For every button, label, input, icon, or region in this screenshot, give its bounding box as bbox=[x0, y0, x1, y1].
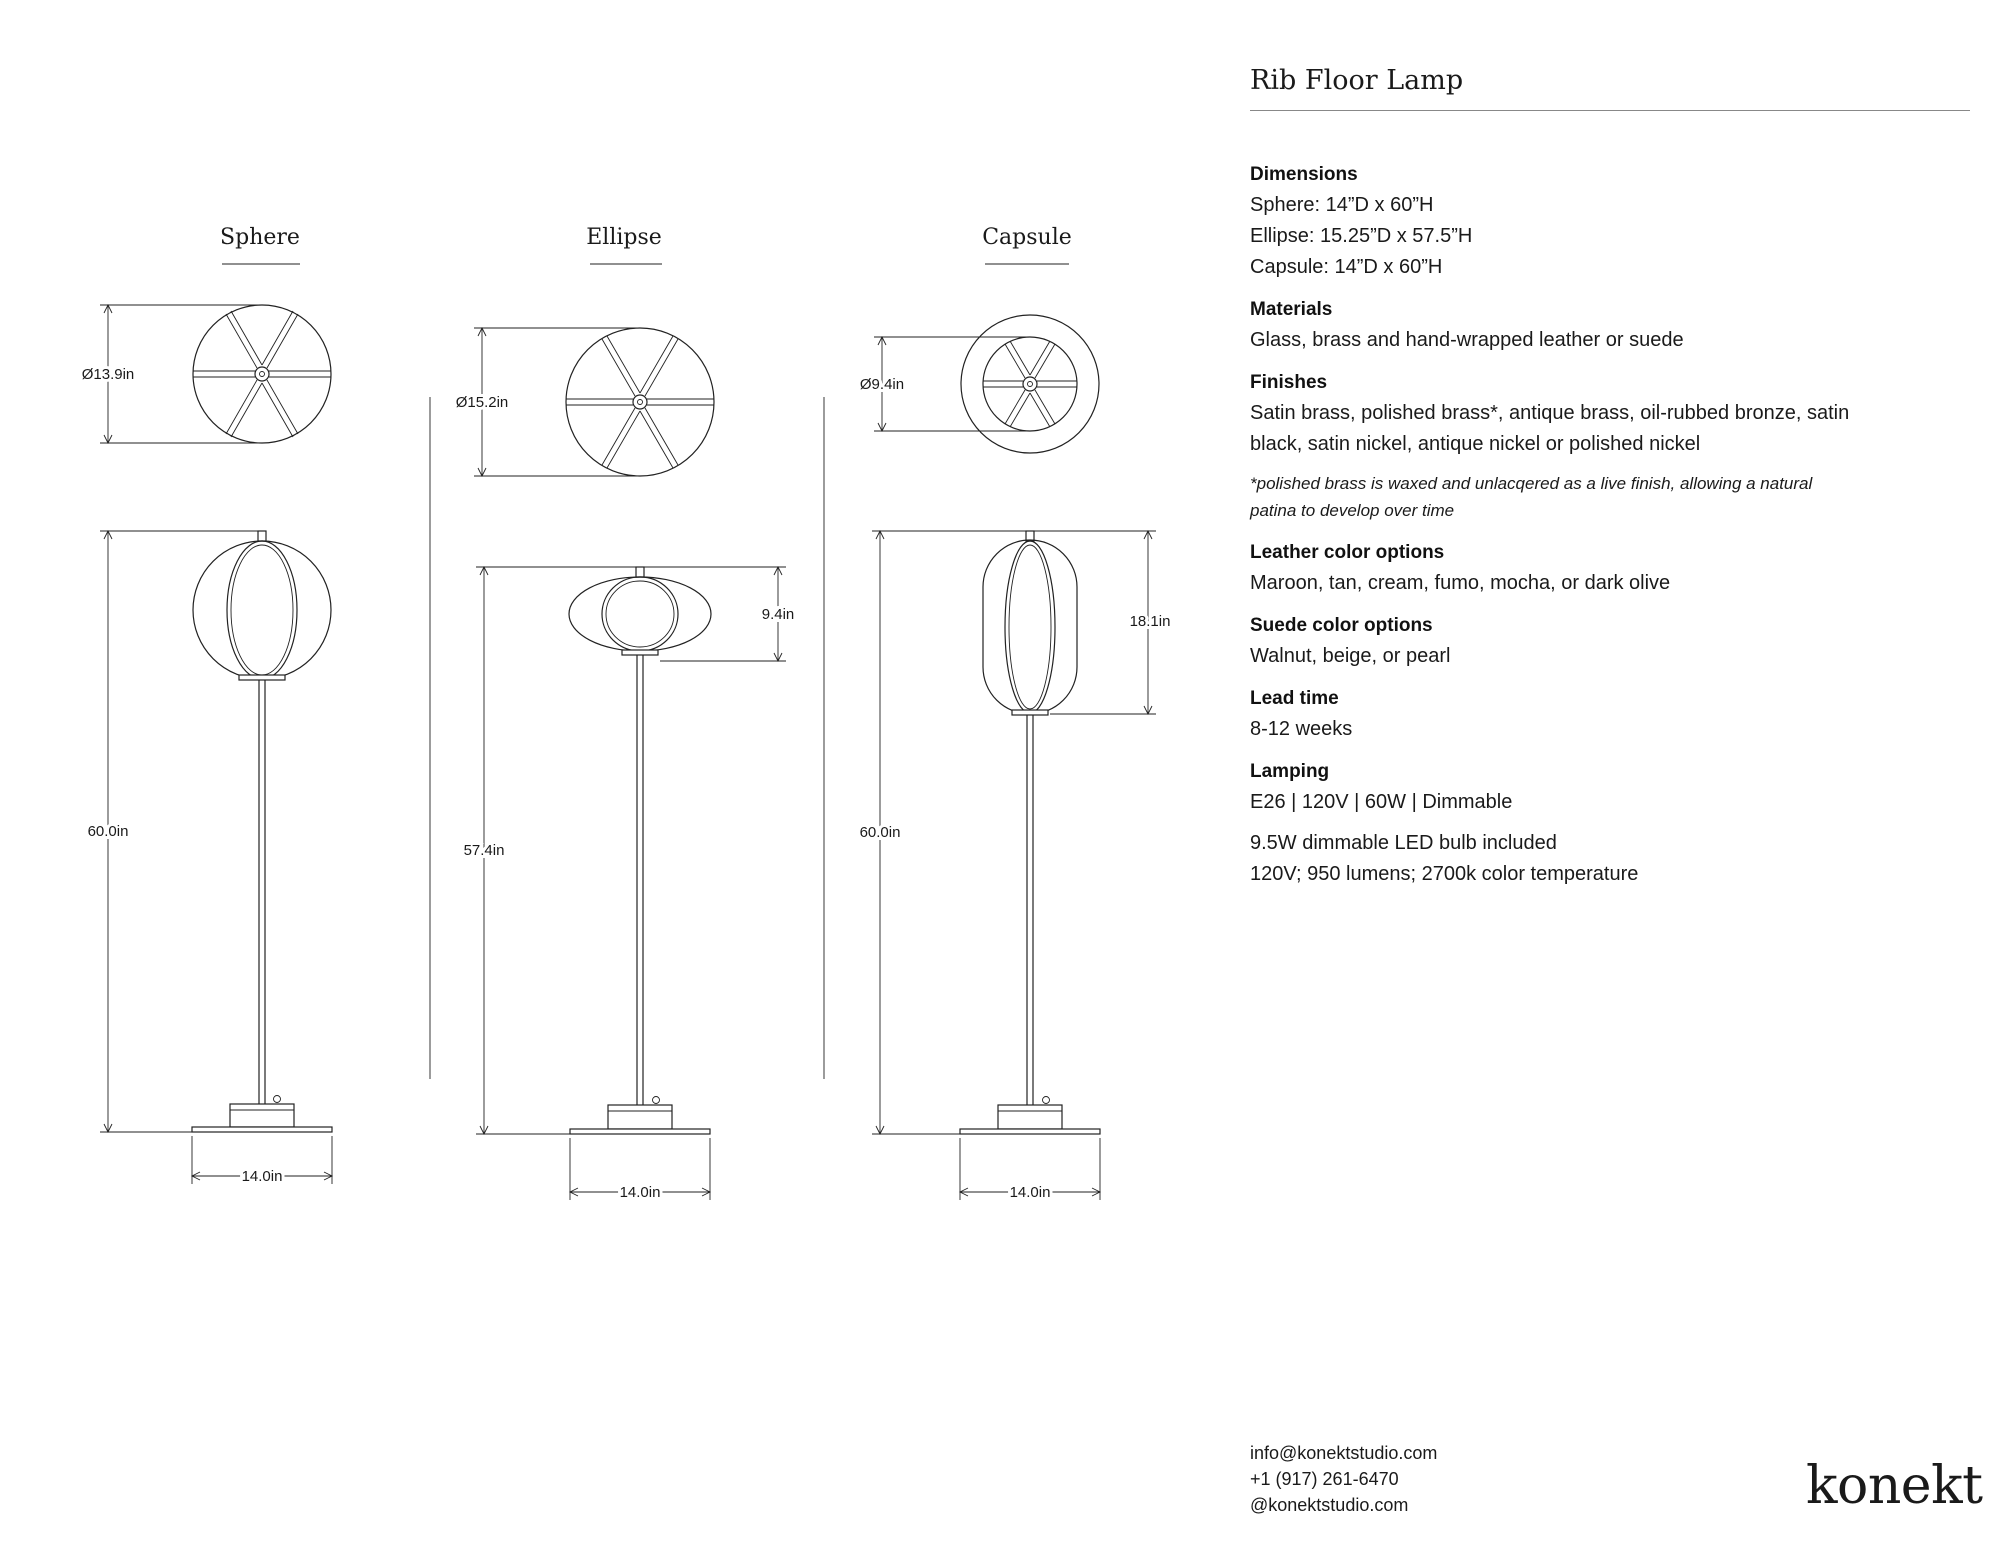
capsule-height-dimension bbox=[860, 531, 1030, 1134]
sphere-width-dimension bbox=[192, 1136, 332, 1185]
ellipse-width: 14.0in bbox=[619, 1184, 661, 1201]
sphere-drawing bbox=[82, 225, 332, 1185]
ellipse-plan-view bbox=[566, 328, 714, 476]
lamping-text: E26 | 120V | 60W | Dimmable bbox=[1250, 791, 1513, 813]
dimension-line: Ellipse: 15.25”D x 57.5”H bbox=[1250, 225, 1473, 247]
ellipse-plan-diameter: Ø15.2in bbox=[455, 394, 509, 411]
sphere-height-dimension bbox=[88, 531, 262, 1132]
ellipse-elevation-view bbox=[569, 567, 711, 1134]
materials-text: Glass, brass and hand-wrapped leather or suede bbox=[1250, 329, 1684, 351]
ellipse-shade-height: 9.4in bbox=[761, 606, 795, 623]
capsule-elevation-view bbox=[960, 531, 1100, 1134]
contact-social[interactable]: @konektstudio.com bbox=[1250, 1495, 1409, 1515]
finishes-text: Satin brass, polished brass*, antique brass, oil-rubbed bronze, satin bbox=[1250, 402, 1850, 424]
suede-text: Walnut, beige, or pearl bbox=[1250, 645, 1451, 667]
product-title: Rib Floor Lamp bbox=[1250, 60, 1970, 111]
bulb-text: 120V; 950 lumens; 2700k color temperature bbox=[1250, 863, 1639, 885]
ellipse-height-dimension bbox=[464, 567, 640, 1134]
capsule-drawing bbox=[824, 225, 1170, 1201]
sphere-height: 60.0in bbox=[87, 823, 129, 840]
ellipse-plan-dimension bbox=[456, 328, 640, 476]
lamping-section bbox=[1250, 756, 1970, 890]
capsule-width: 14.0in bbox=[1009, 1184, 1051, 1201]
ellipse-height: 57.4in bbox=[463, 842, 505, 859]
leather-heading: Leather color options bbox=[1250, 542, 1445, 563]
capsule-height: 60.0in bbox=[859, 824, 901, 841]
dimensions-heading: Dimensions bbox=[1250, 164, 1358, 185]
contact-phone[interactable]: +1 (917) 261-6470 bbox=[1250, 1469, 1399, 1489]
ellipse-width-dimension bbox=[570, 1138, 710, 1201]
ellipse-drawing bbox=[430, 225, 794, 1201]
capsule-plan-view bbox=[961, 315, 1099, 453]
materials-heading: Materials bbox=[1250, 299, 1333, 320]
lead-time-heading: Lead time bbox=[1250, 688, 1339, 709]
capsule-plan-dimension bbox=[860, 337, 1030, 431]
leather-section bbox=[1250, 537, 1970, 599]
sphere-width: 14.0in bbox=[241, 1168, 283, 1185]
dimensions-section bbox=[1250, 159, 1970, 283]
finishes-note: patina to develop over time bbox=[1250, 501, 1455, 520]
finishes-text: black, satin nickel, antique nickel or polished nickel bbox=[1250, 433, 1701, 455]
sphere-plan-dimension bbox=[82, 305, 262, 443]
contact-block bbox=[1250, 1440, 1437, 1518]
spec-panel bbox=[1250, 60, 1970, 901]
bulb-text: 9.5W dimmable LED bulb included bbox=[1250, 832, 1557, 854]
contact-email[interactable]: info@konektstudio.com bbox=[1250, 1443, 1438, 1463]
ellipse-shade-dimension bbox=[640, 567, 794, 661]
finishes-note: *polished brass is waxed and unlacqered as a live finish, allowing a natural bbox=[1250, 474, 1813, 493]
sphere-plan-diameter: Ø13.9in bbox=[81, 366, 135, 383]
spec-list bbox=[1250, 159, 1970, 890]
finishes-heading: Finishes bbox=[1250, 372, 1328, 393]
sphere-plan-view bbox=[193, 305, 331, 443]
materials-section bbox=[1250, 294, 1970, 356]
suede-heading: Suede color options bbox=[1250, 615, 1433, 636]
capsule-shade-height: 18.1in bbox=[1129, 613, 1171, 630]
suede-section bbox=[1250, 610, 1970, 672]
sphere-elevation-view bbox=[192, 531, 332, 1132]
lead-time-text: 8-12 weeks bbox=[1250, 718, 1353, 740]
capsule-plan-diameter: Ø9.4in bbox=[859, 376, 905, 393]
capsule-title: Capsule bbox=[982, 225, 1072, 250]
sphere-title: Sphere bbox=[220, 225, 300, 250]
brand-logo: konekt bbox=[1806, 1456, 1983, 1516]
lead-time-section bbox=[1250, 683, 1970, 745]
dimension-line: Capsule: 14”D x 60”H bbox=[1250, 256, 1443, 278]
ellipse-title: Ellipse bbox=[586, 225, 662, 250]
finishes-section bbox=[1250, 367, 1970, 526]
leather-text: Maroon, tan, cream, fumo, mocha, or dark olive bbox=[1250, 572, 1671, 594]
lamping-heading: Lamping bbox=[1250, 761, 1330, 782]
dimension-line: Sphere: 14”D x 60”H bbox=[1250, 194, 1434, 216]
capsule-width-dimension bbox=[960, 1138, 1100, 1201]
